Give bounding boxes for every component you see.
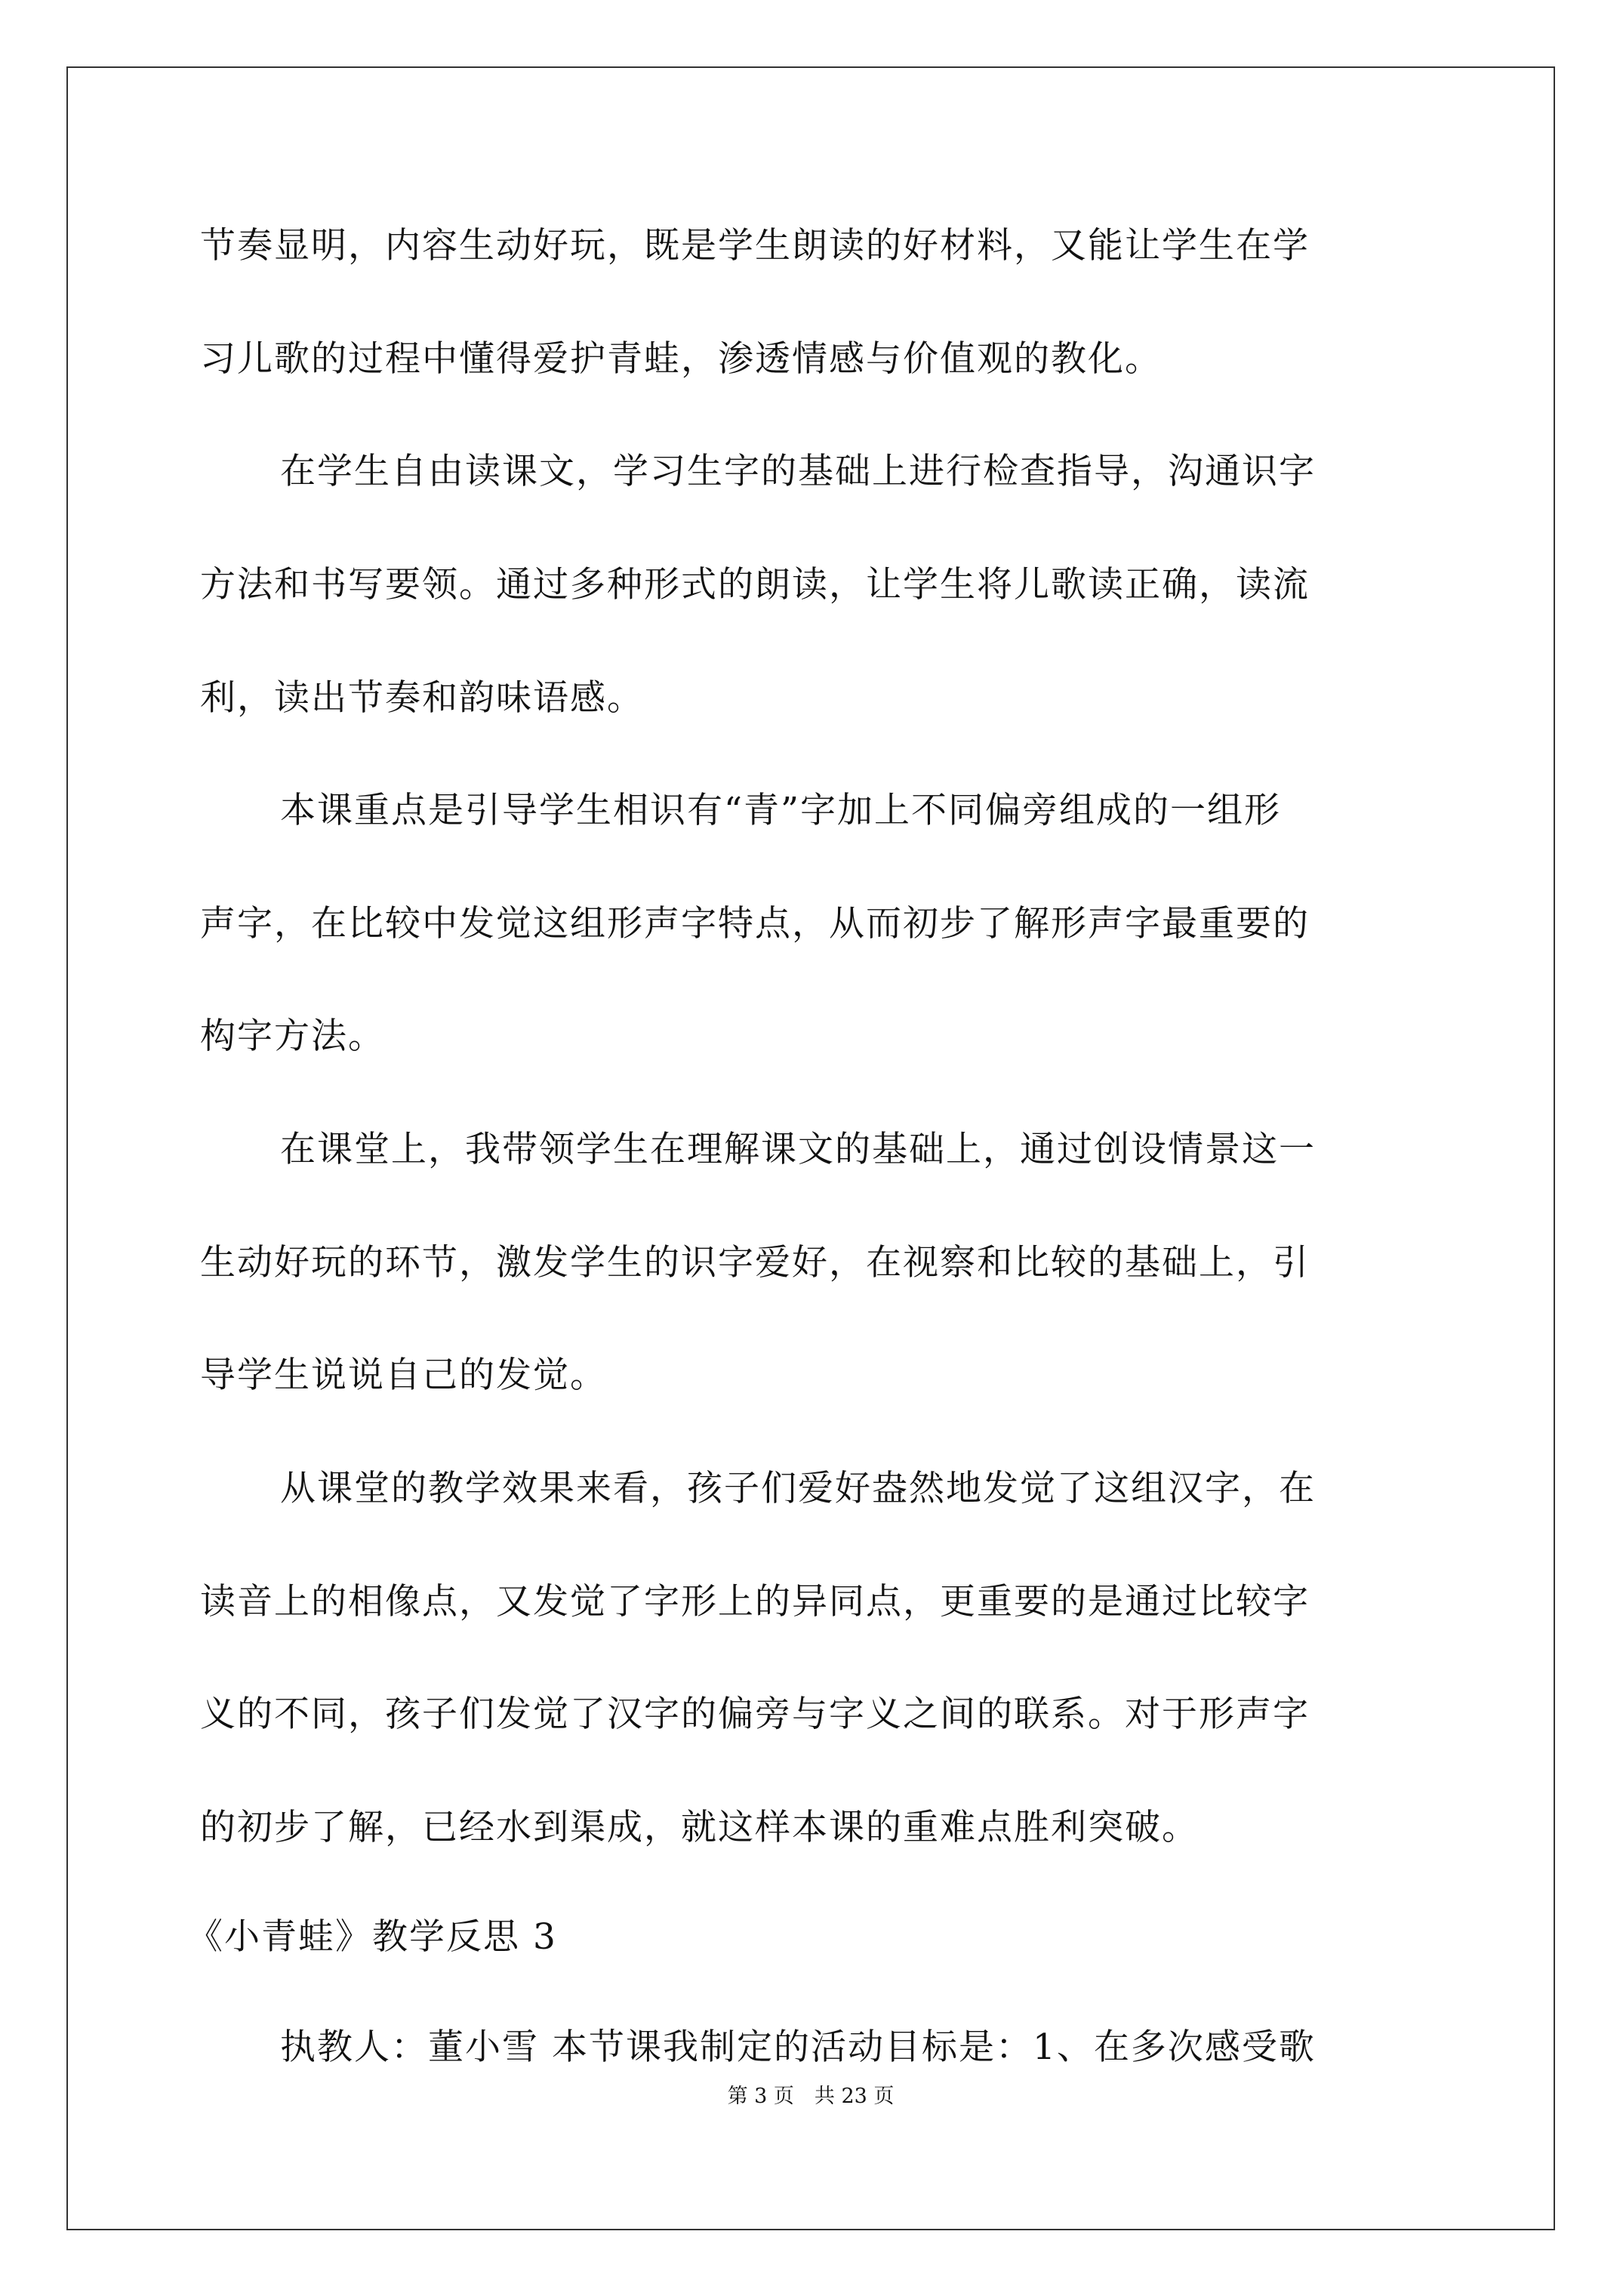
text-line: 习儿歌的过程中懂得爱护青蛙，渗透情感与价值观的教化。 <box>200 338 1162 380</box>
page-footer: 第 3 页 共 23 页 <box>727 2085 895 2108</box>
text-line: 本课重点是引导学生相识有“青”字加上不同偏旁组成的一组形 <box>280 790 1282 831</box>
text-line: 方法和书写要领。通过多种形式的朗读，让学生将儿歌读正确，读流 <box>200 564 1310 606</box>
section-heading: 《小青蛙》教学反思 3 <box>187 1916 557 1958</box>
text-line: 利，读出节奏和韵味语感。 <box>200 677 644 719</box>
text-line: 构字方法。 <box>200 1015 385 1057</box>
text-line: 声字，在比较中发觉这组形声字特点，从而初步了解形声字最重要的 <box>200 903 1310 945</box>
text-line: 导学生说说自己的发觉。 <box>200 1354 607 1396</box>
text-line: 义的不同，孩子们发觉了汉字的偏旁与字义之间的联系。对于形声字 <box>200 1693 1310 1735</box>
text-line: 执教人：董小雪 本节课我制定的活动目标是：1、在多次感受歌 <box>280 2026 1316 2068</box>
text-line: 节奏显明，内容生动好玩，既是学生朗读的好材料，又能让学生在学 <box>200 225 1310 267</box>
page-frame <box>66 66 1555 2230</box>
text-line: 从课堂的教学效果来看，孩子们爱好盎然地发觉了这组汉字，在 <box>280 1468 1316 1509</box>
text-line: 的初步了解，已经水到渠成，就这样本课的重难点胜利突破。 <box>200 1807 1199 1848</box>
text-line: 在课堂上，我带领学生在理解课文的基础上，通过创设情景这一 <box>280 1129 1316 1170</box>
text-line: 在学生自由读课文，学习生字的基础上进行检查指导，沟通识字 <box>280 451 1316 492</box>
text-line: 读音上的相像点，又发觉了字形上的异同点，更重要的是通过比较字 <box>200 1581 1310 1623</box>
text-line: 生动好玩的环节，激发学生的识字爱好，在视察和比较的基础上，引 <box>200 1242 1310 1284</box>
